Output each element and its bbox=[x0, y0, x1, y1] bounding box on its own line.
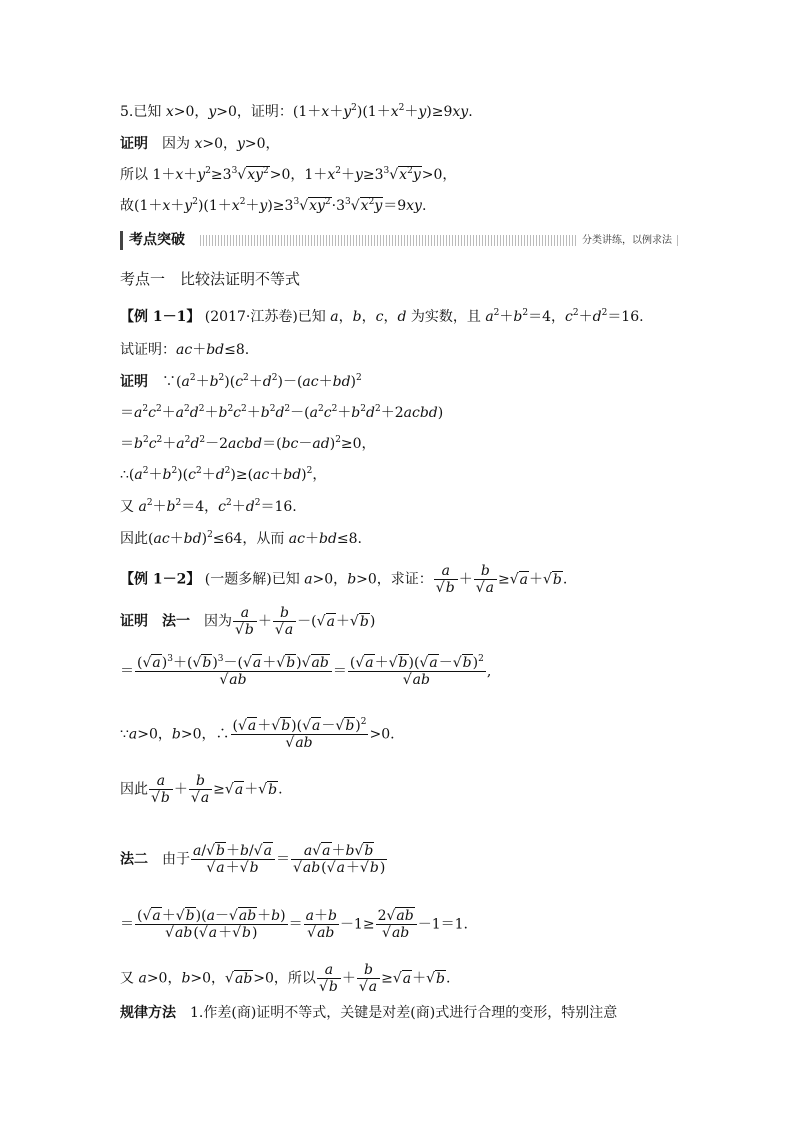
ex1-proof-line6: 因此$(ac+bd)^2\le 64$，从而 ac＋bd≤8. bbox=[120, 530, 363, 547]
ex1-proof-line2: $=a^2c^2+a^2d^2+b^2c^2+b^2d^2-(a^2c^2+b^2d^2+2acbd)$ bbox=[120, 404, 444, 421]
ex1-label: 【例 1－1】 bbox=[120, 309, 201, 325]
method1-label: 法一 bbox=[162, 613, 190, 630]
proof-label: 证明 bbox=[120, 136, 148, 152]
rule-line bbox=[120, 1004, 617, 1022]
problem5-proof-line1: 证明 因为 x>0，y>0， bbox=[120, 136, 280, 152]
ex2-proof-label: 证明 bbox=[120, 613, 148, 630]
section-title: 考点突破 bbox=[120, 231, 191, 250]
m1-line4: 因此 $\frac{a}{√b}$ ＋ $\frac{b}{√a}$ ≥√a＋√b. bbox=[120, 773, 283, 806]
method2-label: 法二 bbox=[120, 851, 148, 868]
m1-line1: 证明 法一 因为 $\frac{a}{√b}$ ＋ $\frac{b}{√a}$ －(√a＋√b) bbox=[120, 605, 376, 638]
m2-line3: 又 a>0，b>0，√ab>0，所以 $\frac{a}{√b}$ ＋ $\frac{b}{√a}$ ≥√a＋√b. bbox=[120, 962, 451, 995]
rule-text: 1.作差(商)证明不等式，关键是对差(商)式进行合理的变形，特别注意 bbox=[190, 1005, 618, 1021]
ex1-statement: 【例 1－1】 (2017·江苏卷)已知 a，b，c，d 为实数，且 $a^2+b^2=4$，$c^2+d^2=16$. bbox=[120, 308, 644, 325]
problem5-proof-line3: 故$(1+x+y^2)(1+x^2+y)\ge 3^3√xy^2\cdot 3^3√x^2y=9xy$. bbox=[120, 197, 427, 214]
m2-line2: ＝ $\frac{(√a+√b)(a-√ab+b)}{√ab(√a+√b)}$ ＝ $\frac{a+b}{√ab}$ －1≥ $\frac{2√ab}{√ab}$ －1＝1. bbox=[120, 908, 468, 941]
problem5-statement: 5.已知 x>0，y>0，证明：$(1+x+y^2)(1+x^2+y)\ge 9xy$. bbox=[120, 103, 473, 120]
section-banner bbox=[120, 231, 680, 250]
m1-line2: ＝ $\frac{(√a)^3+(√b)^3-(√a+√b)√ab}{√ab}$ ＝ $\frac{(√a+√b)(√a-√b)^2}{√ab}$ , bbox=[120, 654, 492, 688]
ex1-proof-line4: $\therefore(a^2+b^2)(c^2+d^2)\ge(ac+bd)^2$， bbox=[120, 466, 327, 483]
ex2-statement: 【例 1－2】 (一题多解)已知 a>0，b>0，求证： $\frac{a}{√b}$ ＋ $\frac{b}{√a}$ ≥√a＋√b. bbox=[120, 563, 568, 596]
m2-line1: 法二 由于 $\frac{a/√b+b/√a}{√a+√b}$ ＝ $\frac{a√a+b√b}{√ab(√a+√b)}$ bbox=[120, 843, 386, 876]
ex1-statement2: 试证明：ac＋bd≤8. bbox=[120, 342, 250, 358]
problem5-proof-line2: 所以 $1+x+y^2\ge 3^3√xy^2>0$，$1+x^2+y\ge 3^3√x^2y>0$， bbox=[120, 166, 457, 183]
section-tag: 分类讲练，以例求法 bbox=[578, 232, 676, 249]
rule-label: 规律方法 bbox=[120, 1005, 176, 1021]
ex1-proof-line5: 又 $a^2+b^2=4$，$c^2+d^2=16$. bbox=[120, 498, 297, 515]
ex1-proof-label: 证明 bbox=[120, 374, 148, 390]
topic-heading: 考点一 比较法证明不等式 bbox=[120, 270, 301, 288]
ex1-proof-line1: 证明 $\because(a^2+b^2)(c^2+d^2)-(ac+bd)^2$ bbox=[120, 373, 362, 390]
ex2-label: 【例 1－2】 bbox=[120, 571, 201, 588]
m1-line3: ∵a>0，b>0，∴ $\frac{(√a+√b)(√a-√b)^2}{√ab}$ >0. bbox=[120, 717, 395, 751]
ex1-proof-line3: $=b^2c^2+a^2d^2-2acbd=(bc-ad)^2\ge 0$， bbox=[120, 435, 376, 452]
